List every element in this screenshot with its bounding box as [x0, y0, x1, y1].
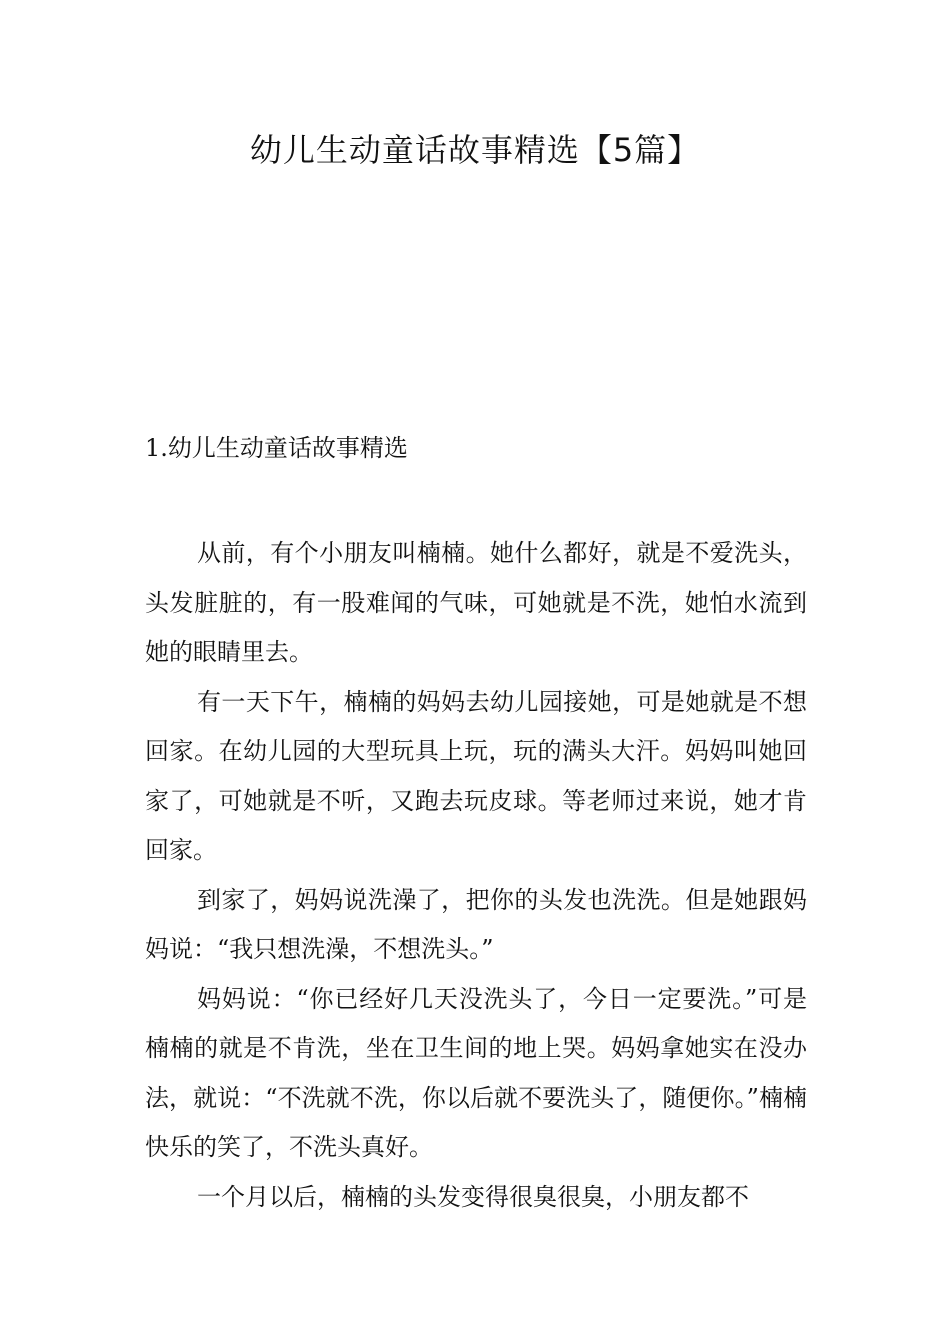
- section-heading: 1.幼儿生动童话故事精选: [145, 434, 408, 462]
- story-paragraph: 妈妈说：“你已经好几天没洗头了，今日一定要洗。”可是楠楠的就是不肯洗，坐在卫生间的地上哭。妈妈拿她实在没办法，就说：“不洗就不洗，你以后就不要洗头了，随便你。”楠楠快乐的笑了，不洗头真好。: [145, 984, 807, 1161]
- story-paragraph: 有一天下午，楠楠的妈妈去幼儿园接她，可是她就是不想回家。在幼儿园的大型玩具上玩，玩的满头大汗。妈妈叫她回家了，可她就是不听，又跑去玩皮球。等老师过来说，她才肯回家。: [145, 687, 807, 864]
- story-paragraph: 到家了，妈妈说洗澡了，把你的头发也洗洗。但是她跟妈妈说：“我只想洗澡，不想洗头。”: [145, 885, 807, 963]
- story-paragraph: 一个月以后，楠楠的头发变得很臭很臭，小朋友都不: [197, 1182, 749, 1211]
- story-paragraph: 从前，有个小朋友叫楠楠。她什么都好，就是不爱洗头，头发脏脏的，有一股难闻的气味，可她就是不洗，她怕水流到她的眼睛里去。: [145, 539, 807, 666]
- document-title: 幼儿生动童话故事精选【5篇】: [249, 131, 701, 169]
- story-body: [145, 529, 807, 1222]
